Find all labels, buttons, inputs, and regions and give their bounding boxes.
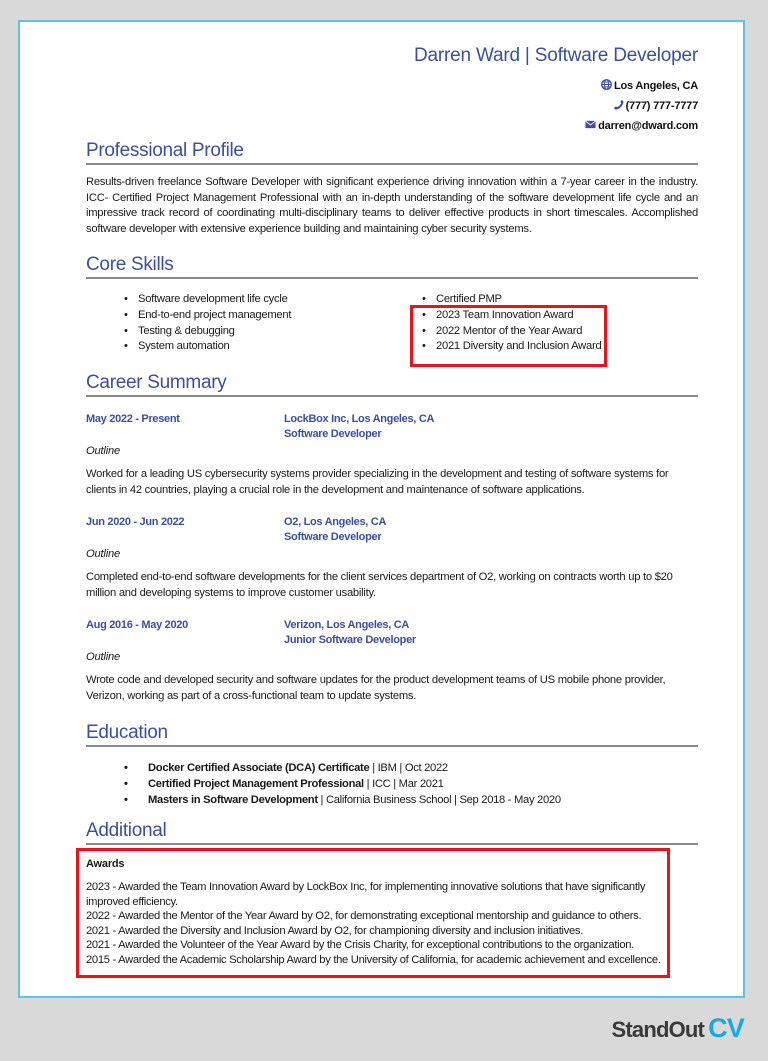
job-role: Software Developer [284, 531, 382, 543]
education-detail: | California Business School | Sep 2018 - May 2020 [317, 794, 561, 806]
award-item: 2022 - Awarded the Mentor of the Year Award by O2, for demonstrating exceptional mentorship and guidance to others. [86, 910, 642, 923]
section-title-profile: Professional Profile [86, 140, 698, 165]
resume-page [18, 20, 745, 998]
logo-text-standout: StandOut [611, 1017, 705, 1042]
phone-text: (777) 777-7777 [625, 100, 698, 112]
job-company: Verizon, Los Angeles, CA [284, 619, 410, 631]
job-dates: Jun 2020 - Jun 2022 [86, 516, 185, 528]
skill-item: • Testing & debugging [124, 324, 291, 340]
skill-item: • System automation [124, 339, 291, 355]
job-outline-label: Outline [86, 445, 121, 457]
location-text: Los Angeles, CA [614, 80, 698, 92]
section-title-additional: Additional [86, 820, 698, 845]
education-name: Certified Project Management Professional [148, 778, 364, 790]
job-description: Worked for a leading US cybersecurity systems provider specializing in the development and testing of software systems for clients in 42 countries, playing a crucial role in the development and maintenance of software applications. [86, 468, 669, 496]
education-detail: | ICC | Mar 2021 [363, 778, 444, 790]
award-item: 2021 - Awarded the Volunteer of the Year Award by the Crisis Charity, for exceptional contributions to the organization. [86, 939, 634, 952]
standout-cv-logo [611, 1013, 744, 1044]
job-company: LockBox Inc, Los Angeles, CA [284, 413, 435, 425]
awards-heading: Awards [86, 858, 125, 870]
skill-item: • Certified PMP [422, 292, 601, 308]
skills-highlight-box [410, 305, 607, 367]
contact-email[interactable] [585, 119, 698, 132]
section-title-skills: Core Skills [86, 254, 698, 279]
education-list [124, 760, 561, 808]
job-role: Junior Software Developer [284, 634, 416, 646]
education-item [124, 792, 561, 808]
awards-list [86, 880, 666, 968]
skill-item: • 2021 Diversity and Inclusion Award [422, 339, 601, 355]
award-item: 2023 - Awarded the Team Innovation Award by LockBox Inc, for implementing innovative solutions that have significantly improved efficiency. [86, 881, 646, 908]
globe-icon [601, 79, 612, 90]
name-title: Darren Ward | Software Developer [414, 45, 698, 66]
education-name: Docker Certified Associate (DCA) Certificate [148, 762, 370, 774]
logo-text-cv: CV [708, 1013, 744, 1043]
contact-phone [613, 99, 698, 112]
contact-location [601, 79, 698, 92]
envelope-icon [585, 119, 596, 130]
job-description: Completed end-to-end software developments for the client services department of O2, working on contracts worth up to $20 million and developing systems to improve customer usability. [86, 571, 673, 599]
award-item: 2015 - Awarded the Academic Scholarship Award by the University of California, for academic achievement and excellence. [86, 953, 661, 966]
job-company: O2, Los Angeles, CA [284, 516, 387, 528]
job-description: Wrote code and developed security and software updates for the product development teams of US mobile phone provider, Verizon, working as part of a cross-functional team to update systems. [86, 674, 666, 702]
award-item: 2021 - Awarded the Diversity and Inclusion Award by O2, for championing diversity and inclusion initiatives. [86, 924, 584, 937]
job-dates: May 2022 - Present [86, 413, 180, 425]
section-title-education: Education [86, 722, 698, 747]
skill-item: • 2023 Team Innovation Award [422, 308, 601, 324]
education-name: Masters in Software Development [148, 794, 318, 806]
job-outline-label: Outline [86, 651, 121, 663]
profile-text: Results-driven freelance Software Developer with significant experience driving innovation within a 7-year career in the industry. ICC- Certified Project Management Professional with an in-depth understanding of the software development life cycle and an impressive track record of coordinating multi-disciplinary teams to deliver effective products in short timescales. Accomplished software developer with extensive experience building and maintaining cyber security systems. [86, 176, 698, 235]
skill-item: • End-to-end project management [124, 308, 291, 324]
skill-item: • 2022 Mentor of the Year Award [422, 324, 601, 340]
phone-icon [613, 99, 624, 110]
skill-item: • Software development life cycle [124, 292, 291, 308]
education-item [124, 760, 561, 776]
education-item [124, 776, 561, 792]
job-role: Software Developer [284, 428, 382, 440]
skills-list-left [124, 292, 291, 355]
job-outline-label: Outline [86, 548, 121, 560]
job-dates: Aug 2016 - May 2020 [86, 619, 188, 631]
section-title-career: Career Summary [86, 372, 698, 397]
email-text[interactable]: darren@dward.com [598, 120, 698, 132]
education-detail: | IBM | Oct 2022 [369, 762, 448, 774]
